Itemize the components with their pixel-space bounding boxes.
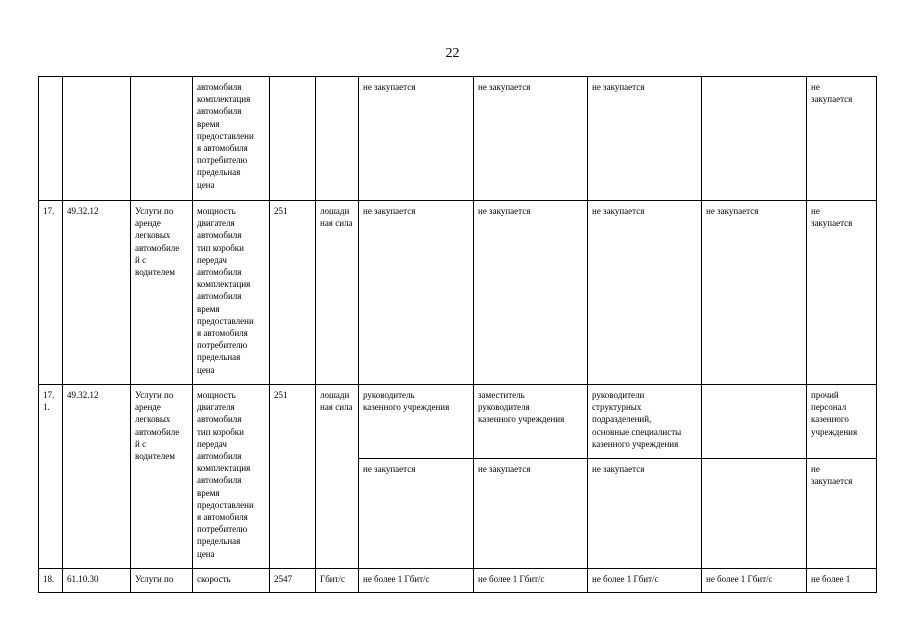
- unit-name: [316, 77, 359, 201]
- unit-name: лошади ная сила: [316, 385, 359, 569]
- okei-code: 2547: [270, 569, 316, 593]
- position-cell: заместитель руководителя казенного учреждения: [474, 385, 588, 459]
- item-properties: мощность двигателя автомобиля тип коробки передач автомобиля комплектация автомобиля время предоставлени я автомобиля потребителю предельная цена: [193, 385, 270, 569]
- value-cell: не более 1 Гбит/с: [702, 569, 807, 593]
- value-cell: не закупается: [474, 77, 588, 201]
- value-cell: не закупается: [588, 77, 702, 201]
- position-cell: руководители структурных подразделений, основные специалисты казенного учреждения: [588, 385, 702, 459]
- value-cell: не закупается: [474, 459, 588, 569]
- value-cell: не закупается: [359, 201, 474, 385]
- row-number: 17. 1.: [39, 385, 63, 569]
- position-cell: [702, 385, 807, 459]
- okei-code: 251: [270, 385, 316, 569]
- okei-code: [270, 77, 316, 201]
- value-cell: не более 1: [807, 569, 877, 593]
- item-name: [131, 77, 193, 201]
- value-cell: не закупается: [588, 459, 702, 569]
- value-cell: [702, 77, 807, 201]
- value-cell: [702, 459, 807, 569]
- position-cell: прочий персонал казенного учреждения: [807, 385, 877, 459]
- value-cell: не закупается: [807, 201, 877, 385]
- okpd2-code: 49.32.12: [63, 201, 131, 385]
- row-number: 18.: [39, 569, 63, 593]
- table-row: [39, 569, 877, 593]
- item-properties: мощность двигателя автомобиля тип коробки передач автомобиля комплектация автомобиля время предоставлени я автомобиля потребителю предельная цена: [193, 201, 270, 385]
- okpd2-code: 49.32.12: [63, 385, 131, 569]
- table-row: [39, 201, 877, 385]
- value-cell: не более 1 Гбит/с: [359, 569, 474, 593]
- value-cell: не закупается: [474, 201, 588, 385]
- requirements-table: [38, 76, 877, 593]
- page-number: 22: [445, 46, 460, 61]
- value-cell: не более 1 Гбит/с: [474, 569, 588, 593]
- okpd2-code: [63, 77, 131, 201]
- item-name: Услуги по: [131, 569, 193, 593]
- value-cell: не закупается: [359, 77, 474, 201]
- value-cell: не закупается: [588, 201, 702, 385]
- item-name: Услуги по аренде легковых автомобиле й с водителем: [131, 385, 193, 569]
- unit-name: Гбит/с: [316, 569, 359, 593]
- item-properties: скорость: [193, 569, 270, 593]
- value-cell: не закупается: [807, 459, 877, 569]
- table-row: [39, 385, 877, 459]
- value-cell: не закупается: [807, 77, 877, 201]
- table-row: [39, 77, 877, 201]
- unit-name: лошади ная сила: [316, 201, 359, 385]
- okpd2-code: 61.10.30: [63, 569, 131, 593]
- row-number: 17.: [39, 201, 63, 385]
- okei-code: 251: [270, 201, 316, 385]
- value-cell: не закупается: [359, 459, 474, 569]
- item-name: Услуги по аренде легковых автомобиле й с водителем: [131, 201, 193, 385]
- position-cell: руководитель казенного учреждения: [359, 385, 474, 459]
- row-number: [39, 77, 63, 201]
- item-properties: автомобиля комплектация автомобиля время предоставлени я автомобиля потребителю предельная цена: [193, 77, 270, 201]
- value-cell: не закупается: [702, 201, 807, 385]
- value-cell: не более 1 Гбит/с: [588, 569, 702, 593]
